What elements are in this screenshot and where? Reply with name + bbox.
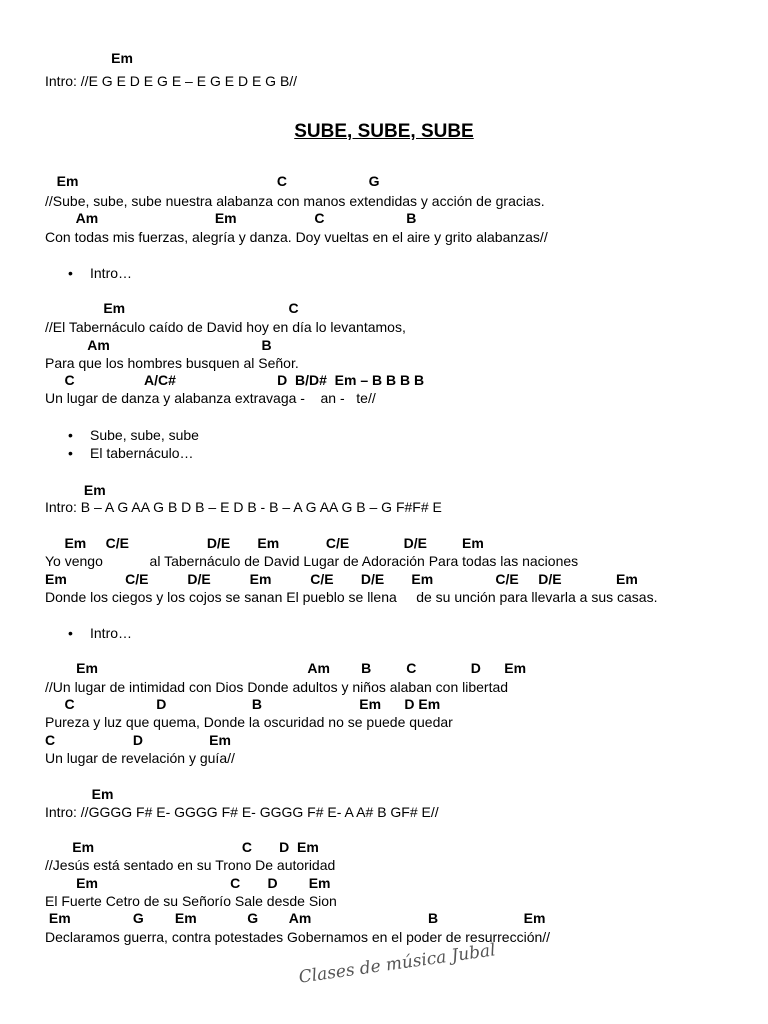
lyric-line: Con todas mis fuerzas, alegría y danza. Doy vueltas en el aire y grito alabanzas//	[45, 229, 548, 245]
chord-line: C A/C# D B/D# Em – B B B B	[45, 372, 425, 388]
chord-line: Am Em C B	[45, 210, 417, 226]
chord-line: C D B Em D Em	[45, 696, 441, 712]
bullet-icon: •	[68, 625, 73, 641]
lyric-line: Un lugar de revelación y guía//	[45, 750, 235, 766]
lyric-line: Yo vengo al Tabernáculo de David Lugar de Adoración Para todas las naciones	[45, 553, 579, 569]
chord-line: Em	[45, 482, 106, 498]
chord-line: Em C/E D/E Em C/E D/E Em	[45, 535, 484, 551]
chord-line: Em C D Em	[45, 875, 331, 891]
lyric-line: //El Tabernáculo caído de David hoy en día lo levantamos,	[45, 319, 406, 335]
chord-line: Em G Em G Am B Em	[45, 910, 546, 926]
song-title: SUBE, SUBE, SUBE	[294, 121, 474, 142]
chord-line: Em C	[45, 300, 299, 316]
lyric-line: El Fuerte Cetro de su Señorío Sale desde Sion	[45, 893, 337, 909]
chord-line: Em C D Em	[45, 839, 319, 855]
lyric-line: Intro: //GGGG F# E- GGGG F# E- GGGG F# E- A A# B GF# E//	[45, 804, 439, 820]
lyric-line: Un lugar de danza y alabanza extravaga - an - te//	[45, 390, 376, 406]
bullet-item: Intro…	[90, 625, 133, 641]
bullet-item: Intro…	[90, 265, 133, 281]
lyric-line: Donde los ciegos y los cojos se sanan El pueblo se llena de su unción para llevarla a sus casas.	[45, 589, 658, 605]
chord-line: Em	[45, 50, 133, 66]
lyric-line: //Un lugar de intimidad con Dios Donde adultos y niños alaban con libertad	[45, 679, 509, 695]
lyric-line: Intro: //E G E D E G E – E G E D E G B//	[45, 73, 298, 89]
lyric-line: Declaramos guerra, contra potestades Gobernamos en el poder de resurrección//	[45, 929, 551, 945]
bullet-item: Sube, sube, sube	[90, 427, 199, 443]
bullet-icon: •	[68, 265, 73, 281]
chord-line: Em C/E D/E Em C/E D/E Em C/E D/E Em	[45, 571, 638, 587]
chord-line: C D Em	[45, 732, 231, 748]
bullet-icon: •	[68, 445, 73, 461]
chord-line: Am B	[45, 337, 272, 353]
lyric-line: //Sube, sube, sube nuestra alabanza con manos extendidas y acción de gracias.	[45, 193, 545, 209]
lyric-line: Intro: B – A G AA G B D B – E D B - B – A G AA G B – G F#F# E	[45, 499, 442, 515]
bullet-icon: •	[68, 427, 73, 443]
chord-line: Em	[45, 786, 114, 802]
chord-line: Em Am B C D Em	[45, 660, 527, 676]
chord-line: Em C G	[45, 173, 380, 189]
lyric-line: //Jesús está sentado en su Trono De autoridad	[45, 857, 336, 873]
lyric-line: Para que los hombres busquen al Señor.	[45, 355, 299, 371]
lyric-line: Pureza y luz que quema, Donde la oscuridad no se puede quedar	[45, 714, 453, 730]
signature-watermark: Clases de música Jubal	[297, 940, 497, 988]
bullet-item: El tabernáculo…	[90, 445, 194, 461]
